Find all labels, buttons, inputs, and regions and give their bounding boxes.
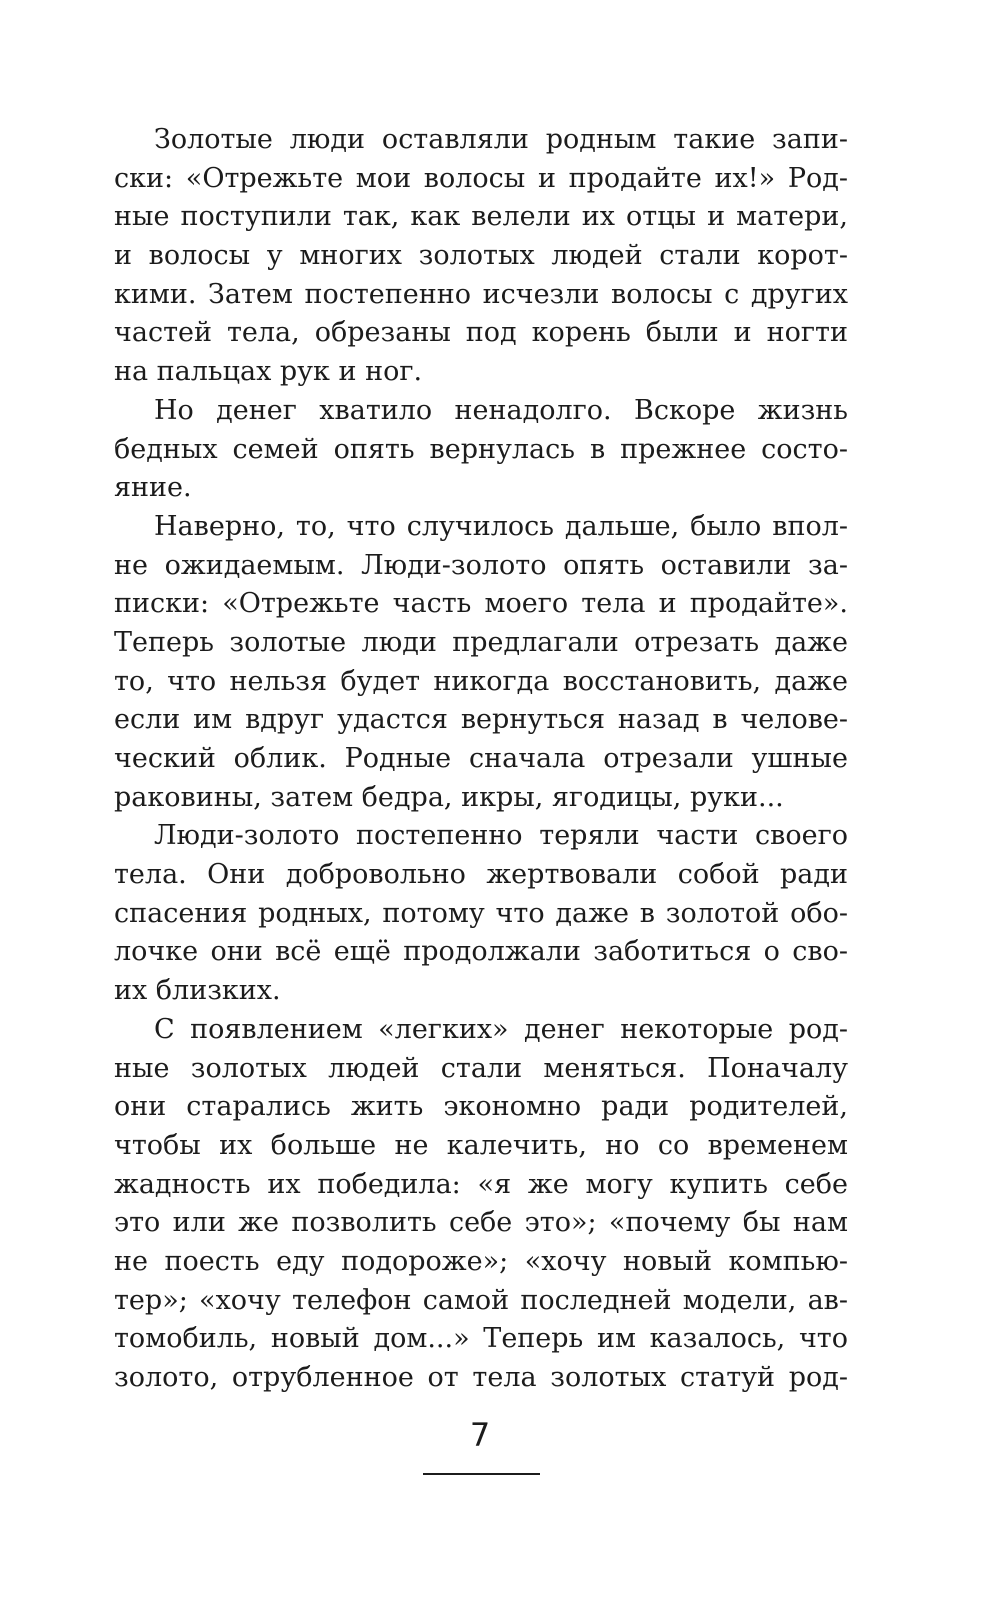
text-line: Золотые люди оставляли родным такие запи- <box>154 124 848 155</box>
text-line: раковины, затем бедра, икры, ягодицы, руки... <box>114 781 784 813</box>
paragraph <box>114 508 848 818</box>
text-line: это или же позволить себе это»; «почему бы нам <box>114 1207 848 1239</box>
text-line: чтобы их больше не калечить, но со временем <box>114 1129 848 1161</box>
text-line: тер»; «хочу телефон самой последней модели, ав- <box>114 1284 848 1316</box>
text-line: спасения родных, потому что даже в золотой обо- <box>114 897 848 929</box>
text-line: Теперь золотые люди предлагали отрезать даже <box>114 626 848 658</box>
text-line: частей тела, обрезаны под корень были и ногти <box>114 317 848 349</box>
text-line: тела. Они добровольно жертвовали собой ради <box>114 859 848 891</box>
text-line: томобиль, новый дом...» Теперь им казалось, что <box>114 1323 848 1355</box>
text-line: писки: «Отрежьте часть моего тела и продайте». <box>114 588 848 620</box>
text-line: и волосы у многих золотых людей стали корот- <box>114 240 848 272</box>
paragraph <box>114 817 848 1010</box>
text-line: кими. Затем постепенно исчезли волосы с других <box>114 278 848 310</box>
text-line: ческий облик. Родные сначала отрезали ушные <box>114 743 848 774</box>
text-line: не ожидаемым. Люди-золото опять оставили за- <box>114 549 848 581</box>
text-line: жадность их победила: «я же могу купить себе <box>114 1168 848 1200</box>
text-line: лочке они всё ещё продолжали заботиться о сво- <box>114 936 848 968</box>
paragraph <box>114 392 848 508</box>
text-line: бедных семей опять вернулась в прежнее состо- <box>114 433 848 465</box>
text-line: ски: «Отрежьте мои волосы и продайте их!» Род- <box>114 162 848 194</box>
text-line: их близких. <box>114 975 281 1007</box>
page-number-rule <box>423 1473 540 1475</box>
text-line: если им вдруг удастся вернуться назад в челове- <box>114 704 848 736</box>
paragraph <box>114 1011 848 1398</box>
text-line: они старались жить экономно ради родителей, <box>114 1091 848 1123</box>
text-line: ные золотых людей стали меняться. Поначалу <box>114 1052 848 1084</box>
text-line: золото, отрубленное от тела золотых статуй род- <box>114 1362 848 1393</box>
text-line: Люди-золото постепенно теряли части своего <box>154 820 848 852</box>
text-line: не поесть еду подороже»; «хочу новый компью- <box>114 1245 848 1277</box>
text-line: Наверно, то, что случилось дальше, было впол- <box>154 510 848 542</box>
text-line: на пальцах рук и ног. <box>114 356 423 388</box>
paragraph <box>114 121 848 392</box>
text-line: яние. <box>114 472 192 504</box>
page-number: 7 <box>469 1416 491 1454</box>
text-line: то, что нельзя будет никогда восстановить, даже <box>114 665 848 697</box>
body-text <box>114 121 848 1398</box>
text-line: Но денег хватило ненадолго. Вскоре жизнь <box>154 394 848 426</box>
text-line: ные поступили так, как велели их отцы и матери, <box>114 201 848 233</box>
text-line: С появлением «легких» денег некоторые род- <box>154 1013 848 1045</box>
